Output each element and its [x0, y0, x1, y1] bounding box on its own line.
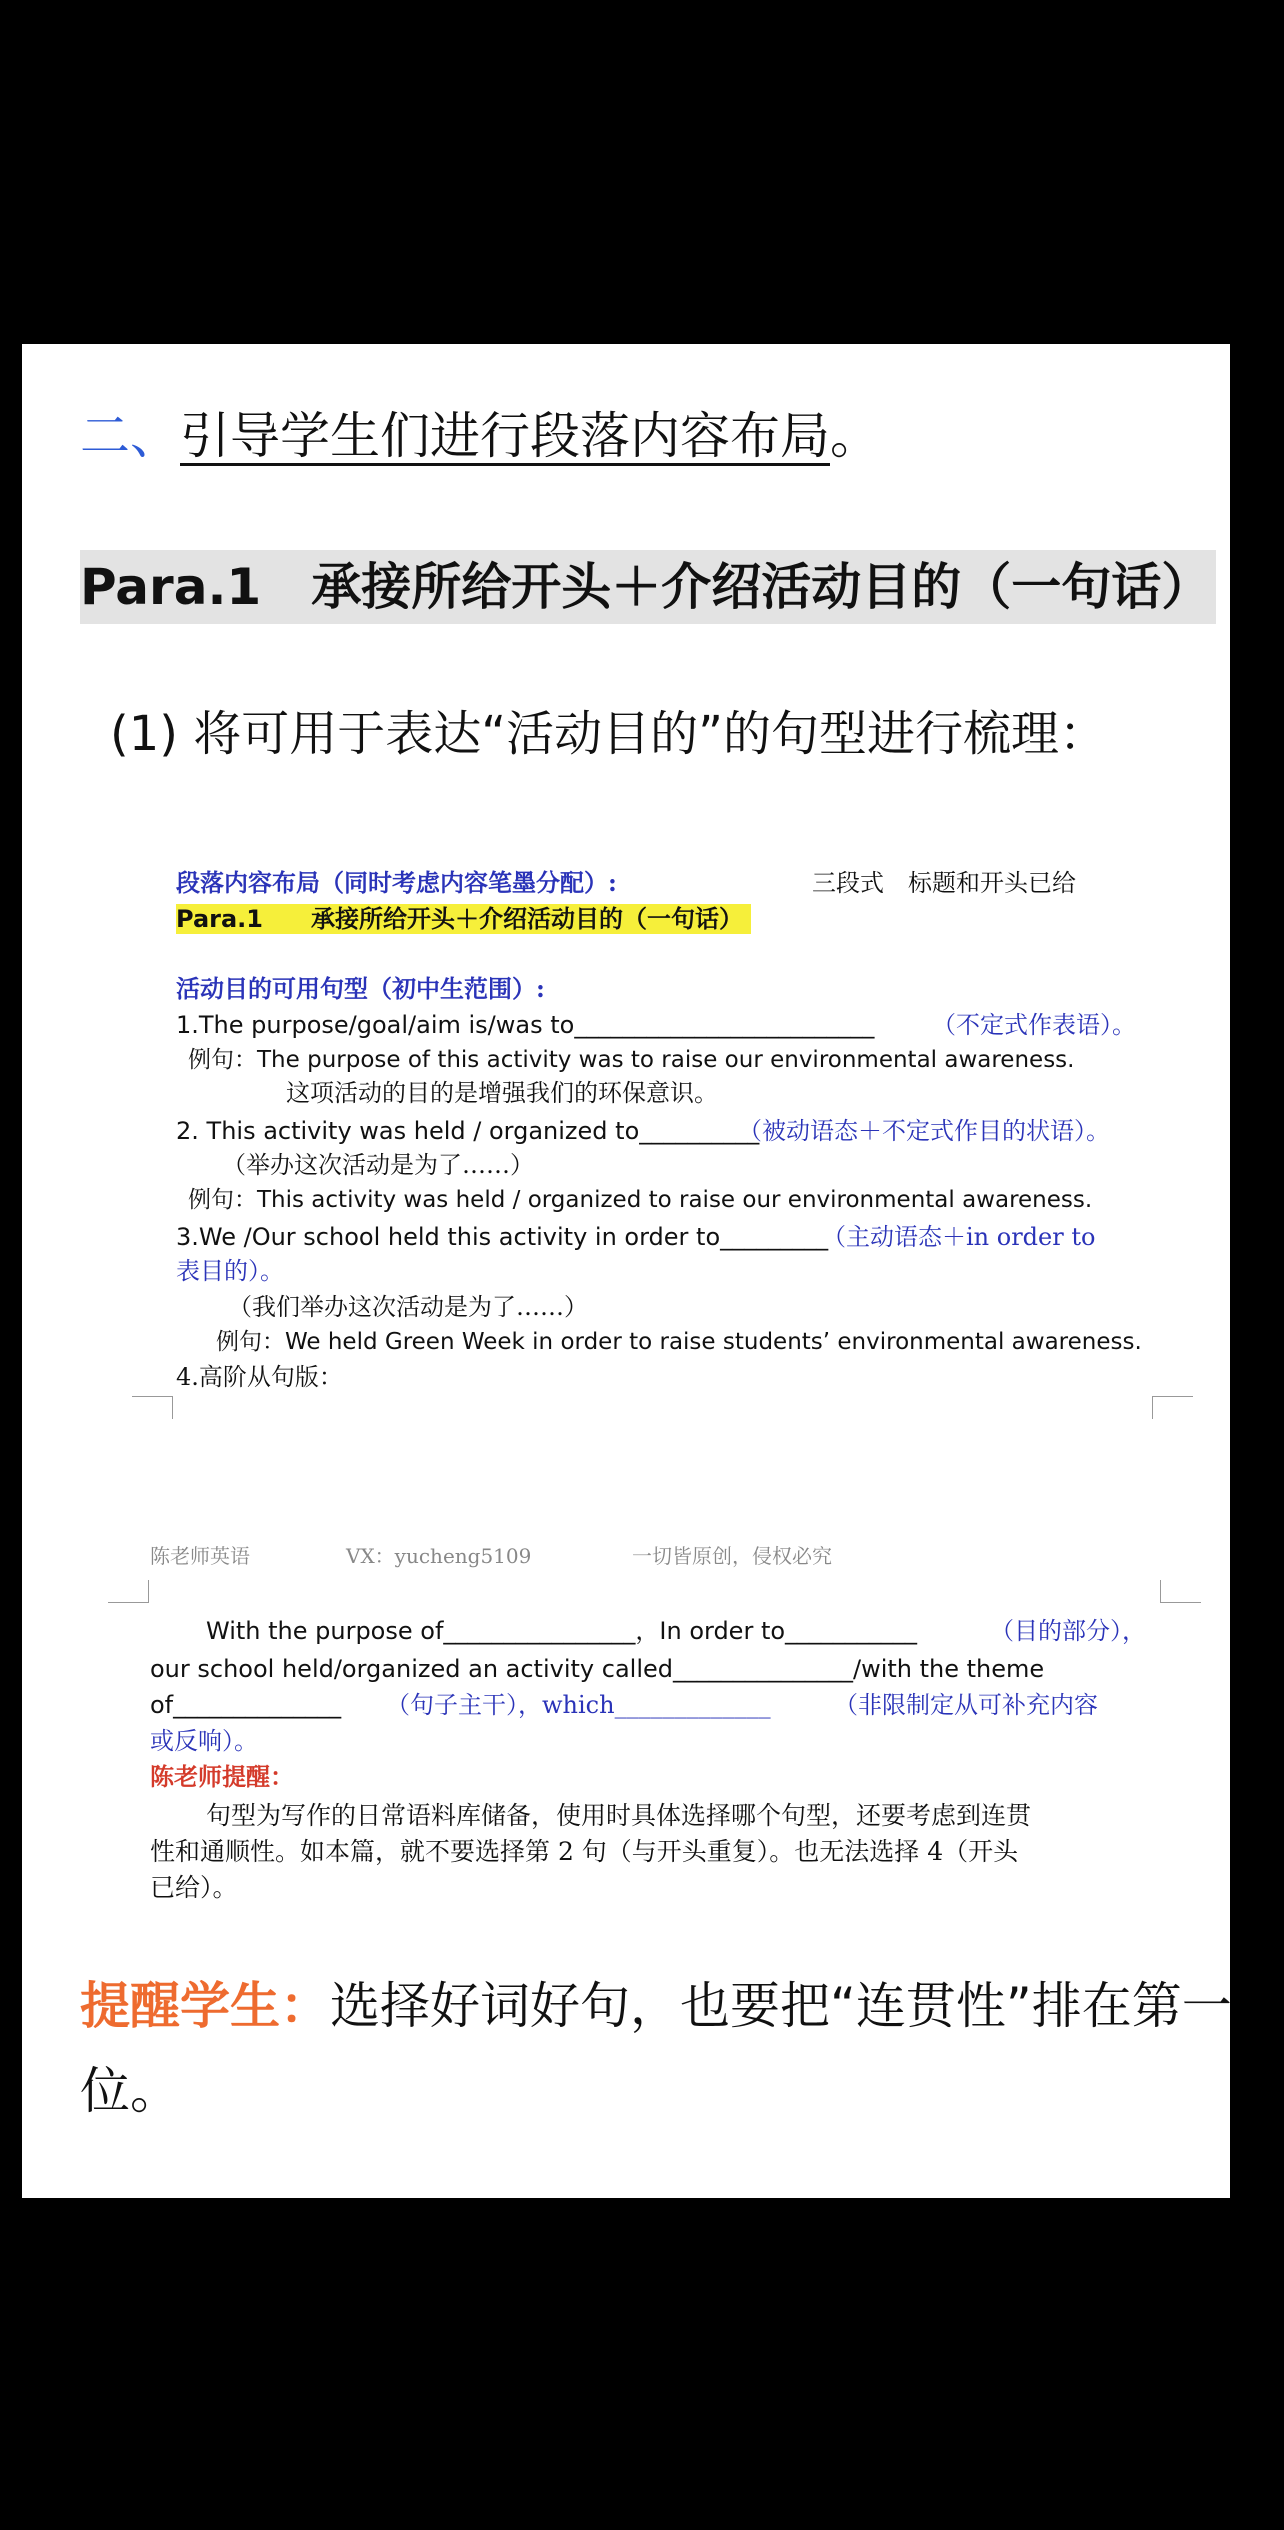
tip-label: 提醒学生： [80, 1977, 330, 2035]
reminder-line-2: 性和通顺性。如本篇，就不要选择第 2 句（与开头重复）。也无法选择 4（开头 [150, 1837, 1019, 1866]
pattern-2-example: 例句：This activity was held / organized to raise our environmental awareness. [188, 1187, 1093, 1213]
advanced-line-4: 或反响）。 [150, 1727, 258, 1755]
corner-mark [132, 1396, 173, 1419]
reminder-line-3: 已给）。 [150, 1873, 238, 1902]
reminder-line-1: 句型为写作的日常语料库储备，使用时具体选择哪个句型，还要考虑到连贯 [206, 1801, 1032, 1830]
embedded-document [22, 344, 1230, 2198]
pattern-1-example: 例句：The purpose of this activity was to raise our environmental awareness. [188, 1047, 1075, 1073]
pattern-3-example: 例句：We held Green Week in order to raise students’ environmental awareness. [216, 1329, 1142, 1355]
layout-note: 三段式 标题和开头已给 [812, 869, 1076, 897]
tip-text: 选择好词好句，也要把“连贯性”排在第一位。 [80, 1977, 1232, 2120]
footer-name: 陈老师英语 [150, 1544, 250, 1568]
section-number: 二、 [80, 407, 180, 465]
pattern-1-chinese: 这项活动的目的是增强我们的环保意识。 [286, 1079, 718, 1107]
footer-copyright: 一切皆原创，侵权必究 [632, 1544, 832, 1568]
student-tip [80, 1964, 1240, 2134]
advanced-line-3a: of______________ [150, 1691, 342, 1719]
patterns-title: 活动目的可用句型（初中生范围）: [176, 974, 545, 1003]
layout-title: 段落内容布局（同时考虑内容笔墨分配）: [176, 868, 617, 897]
para-band: Para.1 承接所给开头＋介绍活动目的（一句话） [80, 550, 1216, 624]
advanced-line-1-note: （目的部分）， [990, 1617, 1146, 1645]
pattern-1-note: （不定式作表语）。 [932, 1011, 1136, 1039]
section-end: 。 [830, 407, 880, 465]
advanced-line-1: With the purpose of________________，In order to___________ [206, 1617, 918, 1645]
advanced-line-3c: （非限制定从可补充内容 [834, 1691, 1098, 1719]
corner-mark [1152, 1396, 1193, 1419]
document-page [22, 344, 1230, 2198]
corner-mark [108, 1580, 149, 1603]
footer-vx: VX：yucheng5109 [346, 1544, 532, 1568]
advanced-line-3b: （句子主干），which_____________ [386, 1691, 771, 1719]
reminder-title: 陈老师提醒： [150, 1762, 294, 1791]
pattern-2: 2. This activity was held / organized to__________ [176, 1117, 760, 1145]
corner-mark [1160, 1580, 1201, 1603]
pattern-2-note: （被动语态＋不定式作目的状语）。 [738, 1117, 1110, 1145]
pattern-3-note-cont: 表目的）。 [176, 1257, 284, 1285]
pattern-2-chinese: （举办这次活动是为了……） [222, 1151, 534, 1179]
pattern-1: 1.The purpose/goal/aim is/was to_________________________ [176, 1011, 875, 1039]
pattern-4: 4.高阶从句版： [176, 1363, 343, 1391]
pattern-3: 3.We /Our school held this activity in order to_________ [176, 1223, 829, 1251]
section-title: 引导学生们进行段落内容布局 [180, 407, 830, 465]
pattern-3-note: （主动语态＋in order to [822, 1223, 1096, 1251]
para-label: Para.1 承接所给开头＋介绍活动目的（一句话） [176, 904, 751, 934]
task-line: (1) 将可用于表达“活动目的”的句型进行梳理： [110, 706, 1107, 762]
advanced-line-2: our school held/organized an activity called_______________/with the theme [150, 1655, 1045, 1683]
pattern-3-chinese: （我们举办这次活动是为了……） [228, 1293, 588, 1321]
